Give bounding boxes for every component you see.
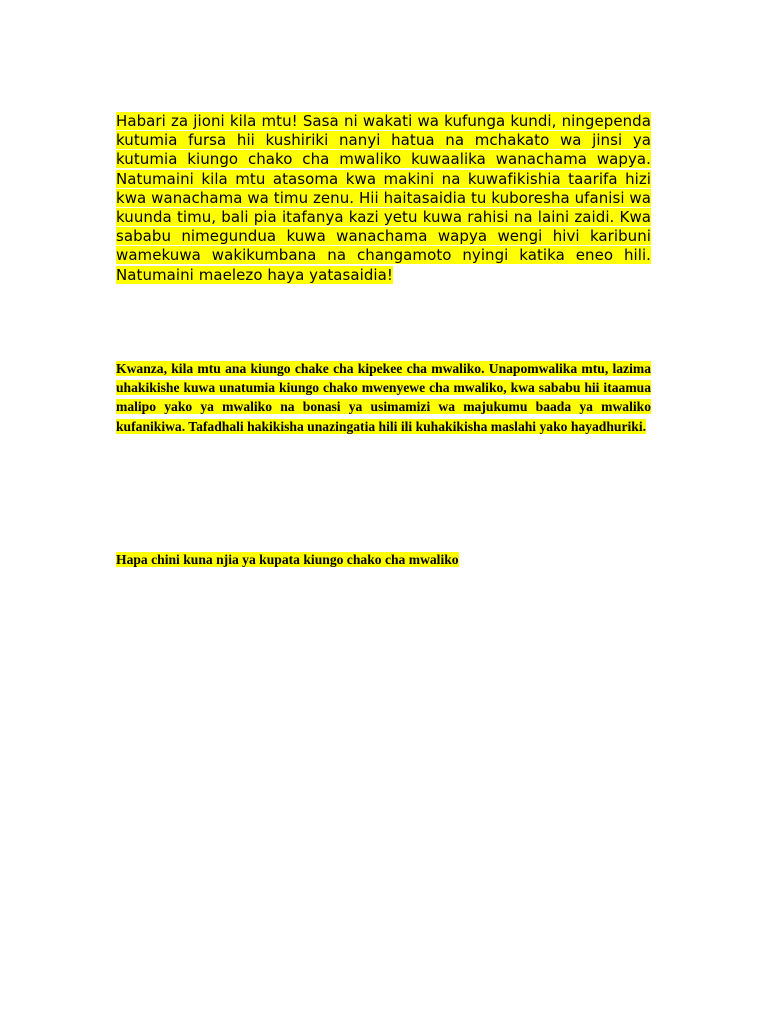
how-to-get-link-paragraph <box>116 550 651 569</box>
invite-link-paragraph-text: Kwanza, kila mtu ana kiungo chake cha kipekee cha mwaliko. Unapomwalika mtu, lazima uhakikishe kuwa unatumia kiungo chako mwenyewe cha mwaliko, kwa sababu hii itaamua malipo yako ya mwaliko na bonasi ya usimamizi wa majukumu baada ya mwaliko kufanikiwa. Tafadhali hakikisha unazingatia hili ili kuhakikisha maslahi yako hayadhuriki. <box>116 361 651 434</box>
how-to-get-link-paragraph-text: Hapa chini kuna njia ya kupata kiungo chako cha mwaliko <box>116 552 459 567</box>
invite-link-paragraph <box>116 359 651 436</box>
intro-paragraph-text: Habari za jioni kila mtu! Sasa ni wakati wa kufunga kundi, ningependa kutumia fursa hii kushiriki nanyi hatua na mchakato wa jinsi ya kutumia kiungo chako cha mwaliko kuwaalika wanachama wapya. Natumaini kila mtu atasoma kwa makini na kuwafikishia taarifa hizi kwa wanachama wa timu zenu. Hii haitasaidia tu kuboresha ufanisi wa kuunda timu, bali pia itafanya kazi yetu kuwa rahisi na laini zaidi. Kwa sababu nimegundua kuwa wanachama wapya wengi hivi karibuni wamekuwa wakikumbana na changamoto nyingi katika eneo hili. Natumaini maelezo haya yatasaidia! <box>116 112 651 284</box>
intro-paragraph <box>116 112 651 285</box>
